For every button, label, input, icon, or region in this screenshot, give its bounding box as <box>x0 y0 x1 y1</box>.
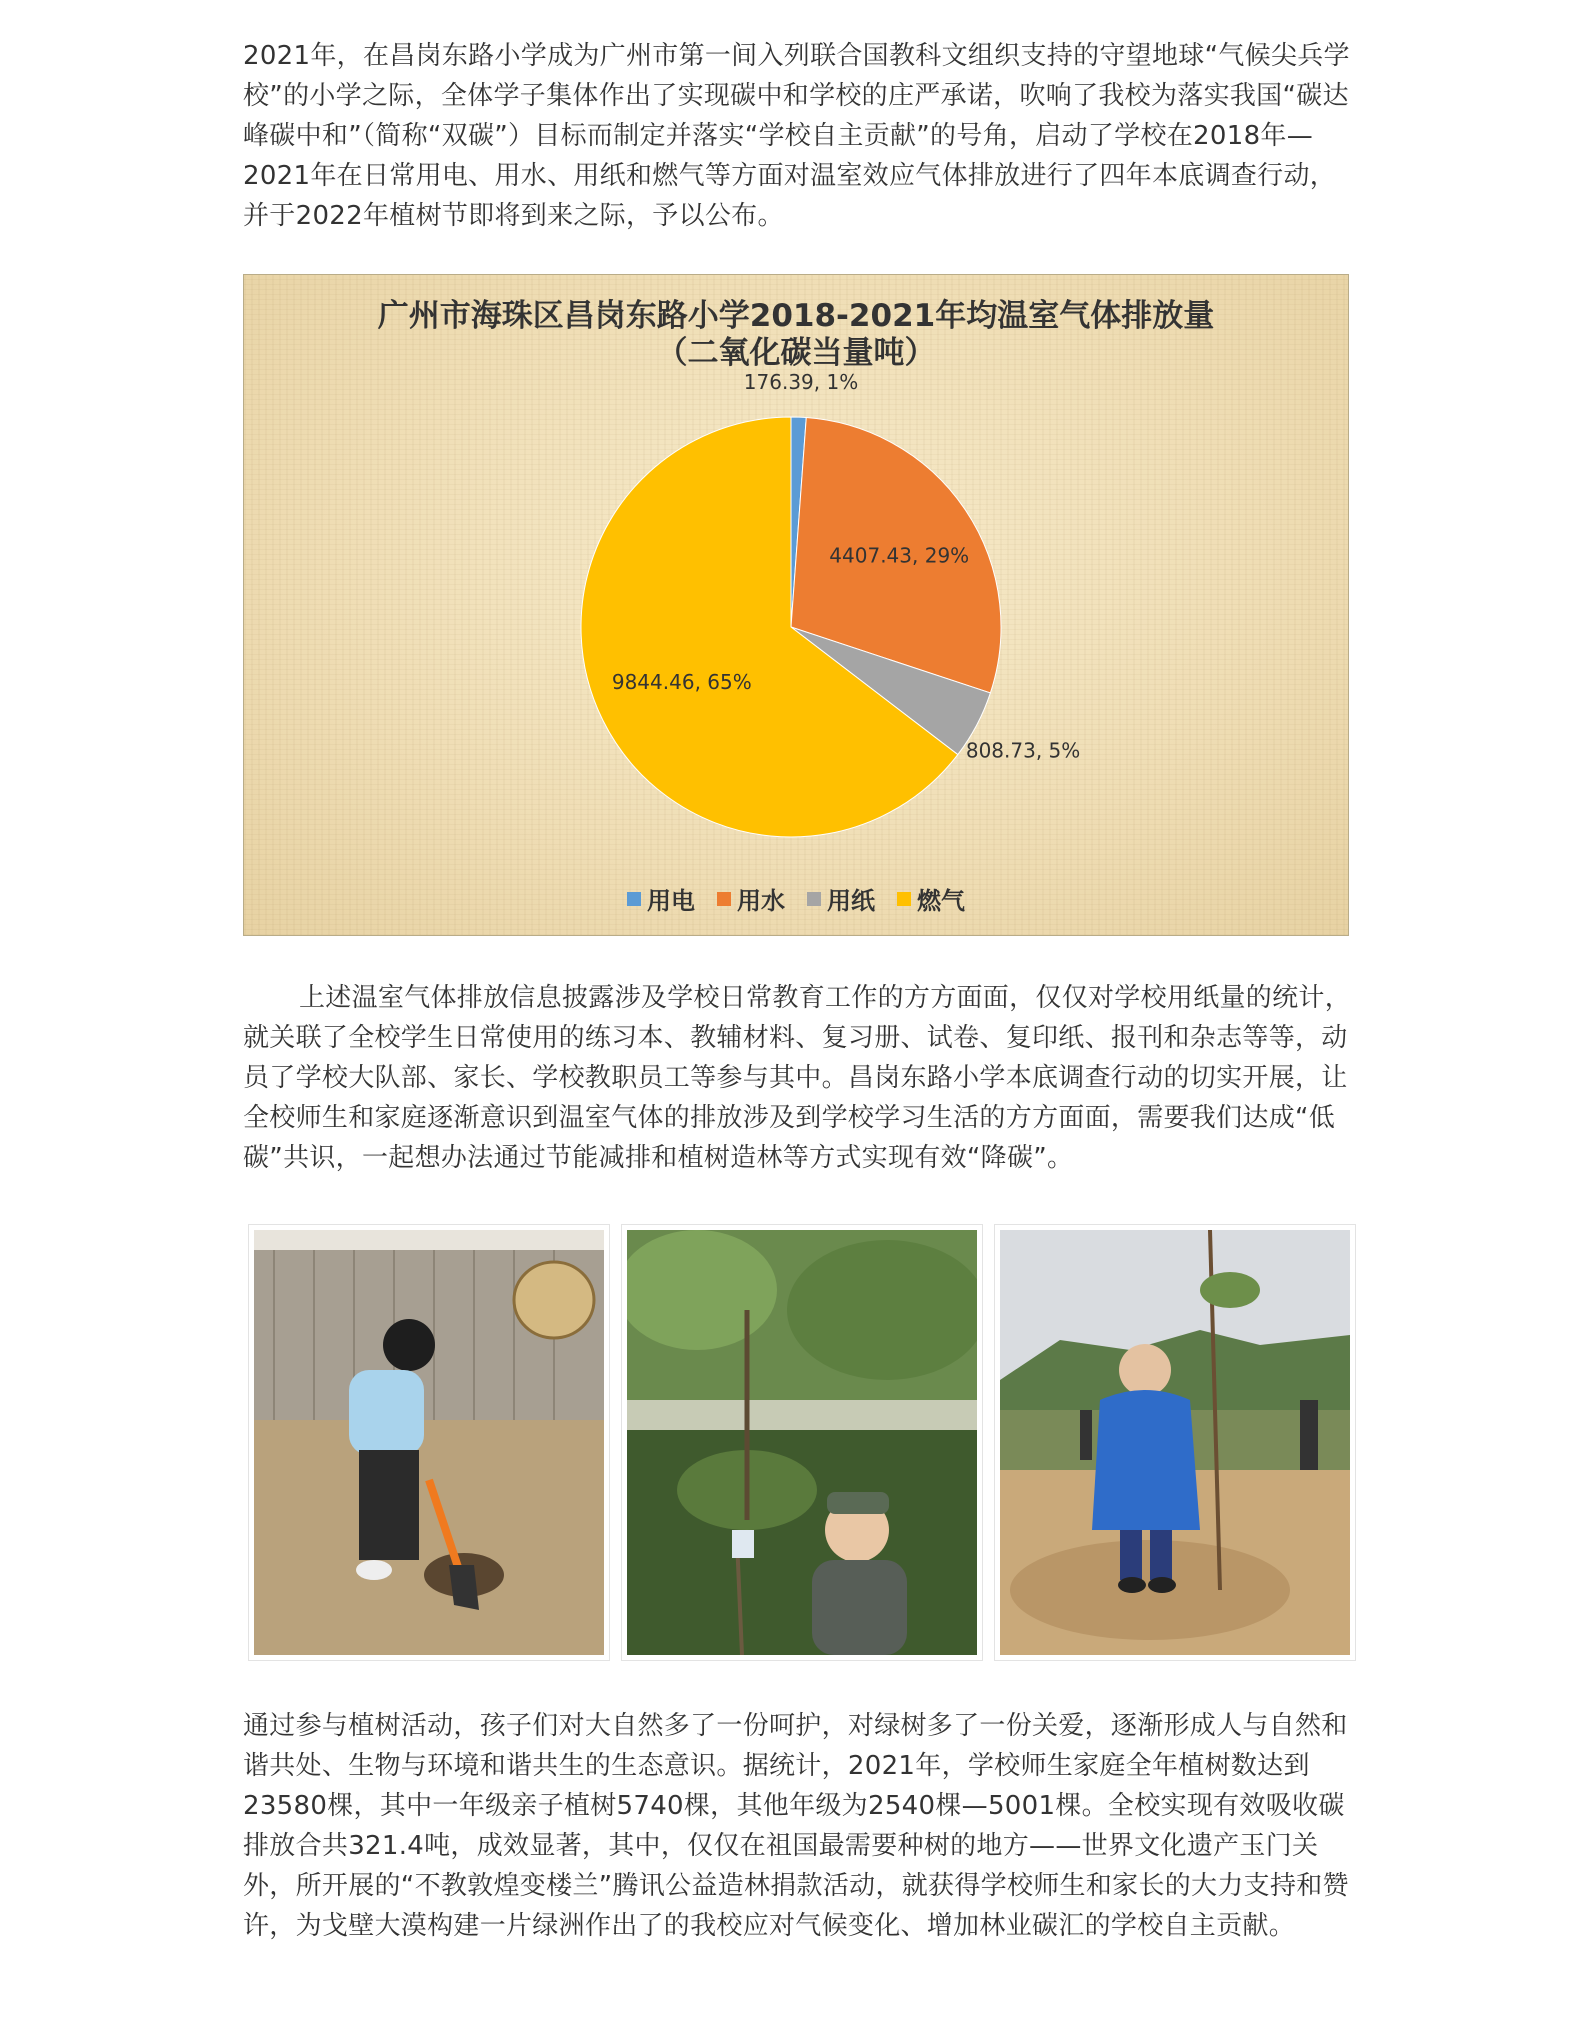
photo-image <box>254 1230 604 1655</box>
legend-label: 用水 <box>737 887 785 915</box>
legend-swatch <box>627 892 641 906</box>
photo-boy-raincoat <box>994 1224 1356 1661</box>
legend-label: 燃气 <box>917 887 965 915</box>
legend-swatch <box>807 892 821 906</box>
photo-image <box>1000 1230 1350 1655</box>
pie-plot <box>244 275 1348 935</box>
legend-label: 用纸 <box>827 887 875 915</box>
legend-item-paper <box>807 881 875 916</box>
data-label: 4407.43, 29% <box>829 543 970 568</box>
photo-image <box>627 1230 977 1655</box>
legend-item-water <box>717 881 785 916</box>
chart-title: 广州市海珠区昌岗东路小学2018-2021年均温室气体排放量 <box>377 298 1215 334</box>
legend-item-gas <box>897 881 965 916</box>
intro-paragraph: 2021年，在昌岗东路小学成为广州市第一间入列联合国教科文组织支持的守望地球“气候尖兵学校”的小学之际，全体学子集体作出了实现碳中和学校的庄严承诺，吹响了我校为落实我国“碳达峰碳中和”（简称“双碳”）目标而制定并落实“学校自主贡献”的号角，启动了学校在2018年—2021年在日常用电、用水、用纸和燃气等方面对温室效应气体排放进行了四年本底调查行动，并于2022年植树节即将到来之际，予以公布。 <box>243 41 1350 231</box>
photo-girl-digging <box>248 1224 610 1661</box>
planting-paragraph: 通过参与植树活动，孩子们对大自然多了一份呵护，对绿树多了一份关爱，逐渐形成人与自然和谐共处、生物与环境和谐共生的生态意识。据统计，2021年，学校师生家庭全年植树数达到23580棵，其中一年级亲子植树5740棵，其他年级为2540棵—5001棵。全校实现有效吸收碳排放合共321.4吨，成效显著，其中，仅仅在祖国最需要种树的地方——世界文化遗产玉门关外，所开展的“不教敦煌变楼兰”腾讯公益造林捐款活动，就获得学校师生和家长的大力支持和赞许，为戈壁大漠构建一片绿洲作出了的我校应对气候变化、增加林业碳汇的学校自主贡献。 <box>243 1711 1349 1941</box>
legend-swatch <box>897 892 911 906</box>
emissions-pie-chart <box>243 274 1349 936</box>
legend-item-electricity <box>627 881 695 916</box>
legend-swatch <box>717 892 731 906</box>
disclosure-paragraph: 上述温室气体排放信息披露涉及学校日常教育工作的方方面面，仅仅对学校用纸量的统计，就关联了全校学生日常使用的练习本、教辅材料、复习册、试卷、复印纸、报刊和杂志等等，动员了学校大队部、家长、学校教职员工等参与其中。昌岗东路小学本底调查行动的切实开展，让全校师生和家庭逐渐意识到温室气体的排放涉及到学校学习生活的方方面面，需要我们达成“低碳”共识，一起想办法通过节能减排和植树造林等方式实现有效“降碳”。 <box>243 983 1352 1173</box>
data-label: 9844.46, 65% <box>611 669 752 694</box>
chart-subtitle: （二氧化碳当量吨） <box>656 335 936 371</box>
data-label: 176.39, 1% <box>743 370 859 394</box>
data-label: 808.73, 5% <box>965 738 1081 763</box>
legend-label: 用电 <box>647 887 695 915</box>
chart-legend <box>244 881 1348 916</box>
photo-boy-in-woods <box>621 1224 983 1661</box>
